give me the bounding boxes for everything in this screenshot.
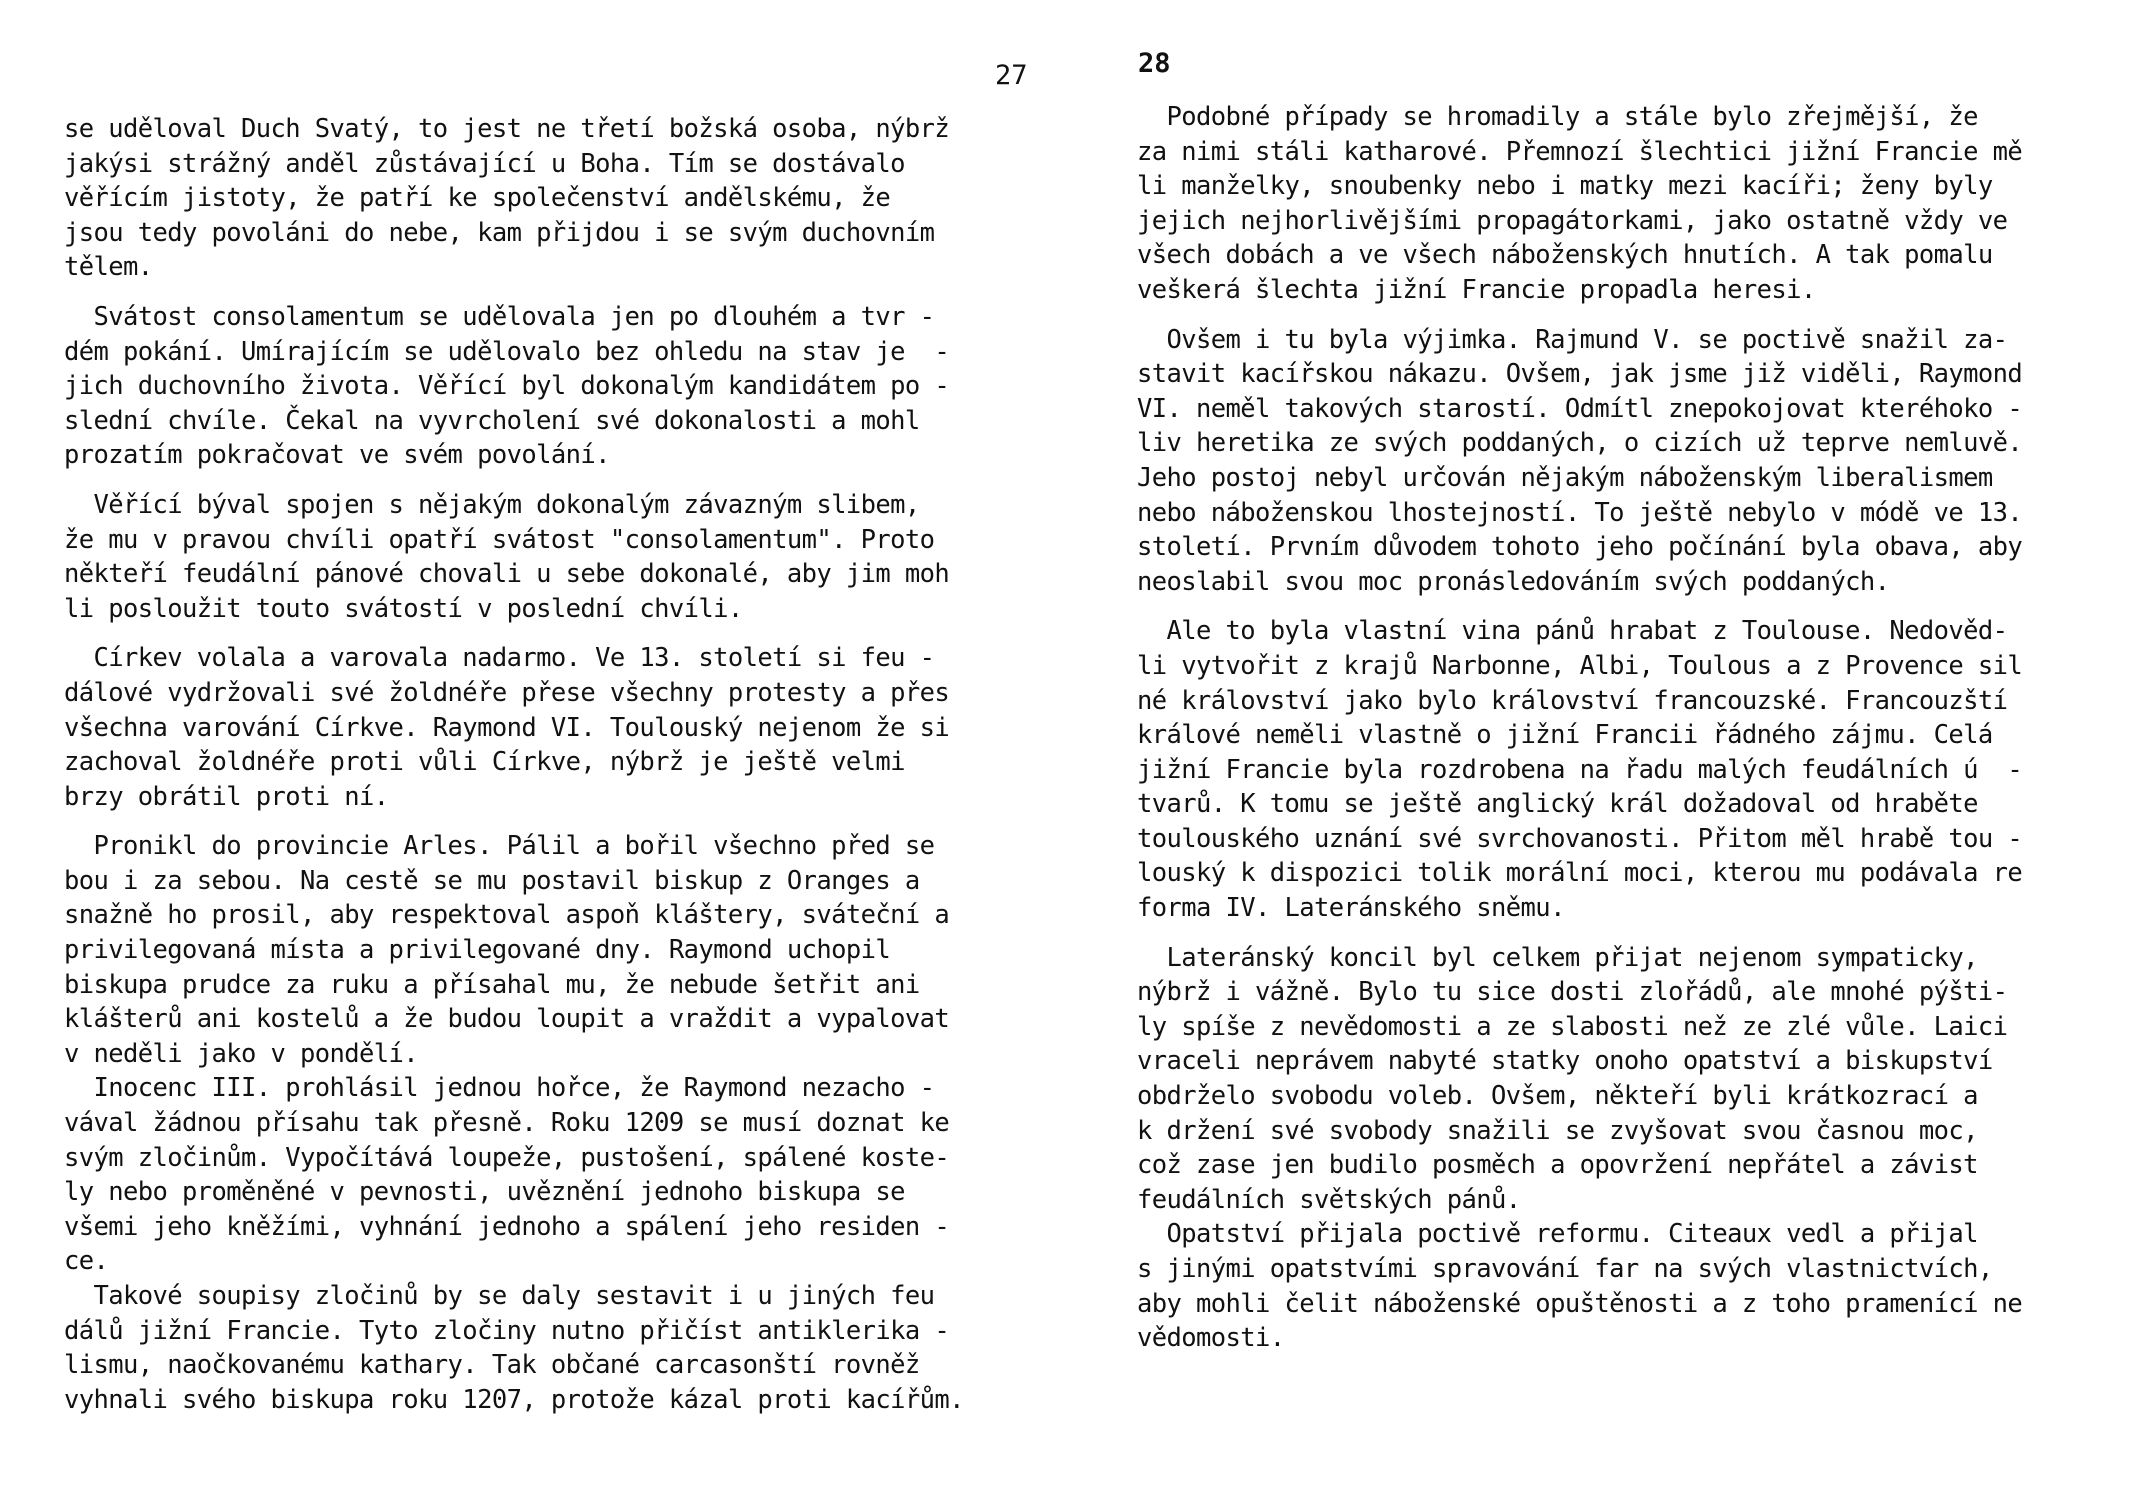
paragraph <box>64 641 1044 814</box>
text-line: lismu, naočkovanému kathary. Tak občané carcasonští rovněž <box>64 1350 920 1381</box>
paragraph <box>64 488 1044 626</box>
text-line: obdrželo svobodu voleb. Ovšem, někteří byli krátkozrací a <box>1137 1081 1978 1112</box>
paragraph <box>1137 941 2117 1218</box>
text-line: dálové vydržovali své žoldnéře přese všechny protesty a přes <box>64 677 950 708</box>
text-line: feudálních světských pánů. <box>1137 1184 1521 1215</box>
paragraph <box>1137 614 2117 925</box>
text-line: louský k dispozici tolik morální moci, kterou mu podávala re <box>1137 858 2023 889</box>
text-line: věřícím jistoty, že patří ke společenství andělskému, že <box>64 183 891 214</box>
text-line: li vytvořit z krajů Narbonne, Albi, Toulous a z Provence sil <box>1137 650 2023 681</box>
text-line: za nimi stáli katharové. Přemnozí šlechtici jižní Francie mě <box>1137 136 2023 167</box>
text-line: Věřící býval spojen s nějakým dokonalým závazným slibem, <box>64 489 920 520</box>
text-line: Opatství přijala poctivě reformu. Citeaux vedl a přijal <box>1137 1219 1978 1250</box>
text-line: ly nebo proměněné v pevnosti, uvěznění jednoho biskupa se <box>64 1177 905 1208</box>
paragraph <box>1137 1217 2117 1355</box>
text-line: li manželky, snoubenky nebo i matky mezi kacíři; ženy byly <box>1137 171 1993 202</box>
text-line: dálů jižní Francie. Tyto zločiny nutno přičíst antiklerika - <box>64 1315 950 1346</box>
text-line: Podobné případy se hromadily a stále bylo zřejmější, že <box>1137 102 1978 132</box>
text-line: toulouského uznání své svrchovanosti. Přitom měl hrabě tou - <box>1137 823 2023 854</box>
text-line: jejich nejhorlivějšími propagátorkami, jako ostatně vždy ve <box>1137 205 2008 236</box>
text-line: Ale to byla vlastní vina pánů hrabat z Toulouse. Nedověd- <box>1137 616 2008 647</box>
paragraph <box>1137 100 2117 308</box>
text-line: brzy obrátil proti ní. <box>64 781 389 812</box>
text-line: veškerá šlechta jižní Francie propadla heresi. <box>1137 274 1816 305</box>
text-line: ly spíše z nevědomosti a ze slabosti než ze zlé vůle. Laici <box>1137 1011 2008 1042</box>
text-line: li posloužit touto svátostí v poslední chvíli. <box>64 593 743 624</box>
text-line: všech dobách a ve všech náboženských hnutích. A tak pomalu <box>1137 240 1993 271</box>
text-line: králové neměli vlastně o jižní Francii řádného zájmu. Celá <box>1137 720 1993 751</box>
text-line: Pronikl do provincie Arles. Pálil a bořil všechno před se <box>64 831 935 862</box>
paragraph <box>64 829 1044 1071</box>
page-number: 27 <box>995 60 1028 91</box>
text-line: vraceli neprávem nabyté statky onoho opatství a biskupství <box>1137 1046 1993 1077</box>
text-line: Ovšem i tu byla výjimka. Rajmund V. se poctivě snažil za- <box>1137 324 2008 355</box>
text-line: Inocenc III. prohlásil jednou hořce, že Raymond nezacho - <box>64 1073 935 1104</box>
text-line: snažně ho prosil, aby respektoval aspoň kláštery, sváteční a <box>64 900 950 931</box>
text-line: liv heretika ze svých poddaných, o cizích už teprve nemluvě. <box>1137 428 2023 459</box>
text-line: stavit kacířskou nákazu. Ovšem, jak jsme již viděli, Raymond <box>1137 359 2023 390</box>
text-line: nebo náboženskou lhostejností. To ještě nebylo v módě ve 13. <box>1137 497 2023 528</box>
text-line: vával žádnou přísahu tak přesně. Roku 1209 se musí doznat ke <box>64 1108 950 1139</box>
paragraph <box>64 1279 1044 1417</box>
paragraph <box>64 1071 1044 1279</box>
text-line: někteří feudální pánové chovali u sebe dokonalé, aby jim moh <box>64 559 950 590</box>
text-line: vyhnali svého biskupa roku 1207, protože kázal proti kacířům. <box>64 1384 964 1415</box>
text-line: jižní Francie byla rozdrobena na řadu malých feudálních ú - <box>1137 754 2023 785</box>
text-line: biskupa prudce za ruku a přísahal mu, že nebude šetřit ani <box>64 969 920 1000</box>
right-page <box>1065 0 2130 1500</box>
paragraph <box>64 112 1044 285</box>
text-line: slední chvíle. Čekal na vyvrcholení své dokonalosti a mohl <box>64 405 920 436</box>
paragraph <box>1137 323 2117 600</box>
text-line: vědomosti. <box>1137 1323 1285 1354</box>
text-line: tělem. <box>64 252 153 283</box>
text-line: prozatím pokračovat ve svém povolání. <box>64 440 610 471</box>
text-line: aby mohli čelit náboženské opuštěnosti a z toho pramenící ne <box>1137 1288 2023 1319</box>
text-line: tvarů. K tomu se ještě anglický král dožadoval od hraběte <box>1137 789 1978 820</box>
text-line: se uděloval Duch Svatý, to jest ne třetí božská osoba, nýbrž <box>64 114 950 144</box>
paragraph <box>64 300 1044 473</box>
right-page-text <box>1137 100 2117 1356</box>
text-line: což zase jen budilo posměch a opovržení nepřátel a závist <box>1137 1150 1978 1181</box>
text-line: Jeho postoj nebyl určován nějakým náboženským liberalismem <box>1137 462 1993 493</box>
text-line: k držení své svobody snažili se zvyšovat svou časnou moc, <box>1137 1115 1978 1146</box>
text-line: svým zločinům. Vypočítává loupeže, pustošení, spálené koste- <box>64 1142 950 1173</box>
page-number: 28 <box>1138 48 1171 79</box>
text-line: dém pokání. Umírajícím se udělovalo bez ohledu na stav je - <box>64 336 950 367</box>
text-line: VI. neměl takových starostí. Odmítl znepokojovat kteréhoko - <box>1137 393 2023 424</box>
text-line: nýbrž i vážně. Bylo tu sice dosti zlořádů, ale mnohé pýšti- <box>1137 977 2008 1008</box>
text-line: zachoval žoldnéře proti vůli Církve, nýbrž je ještě velmi <box>64 747 905 778</box>
text-line: Takové soupisy zločinů by se daly sestavit i u jiných feu <box>64 1281 935 1311</box>
text-line: všemi jeho kněžími, vyhnání jednoho a spálení jeho residen - <box>64 1211 950 1242</box>
text-line: Církev volala a varovala nadarmo. Ve 13. století si feu - <box>64 643 935 674</box>
text-line: století. Prvním důvodem tohoto jeho počínání byla obava, aby <box>1137 532 2023 563</box>
text-line: jsou tedy povoláni do nebe, kam přijdou i se svým duchovním <box>64 217 935 248</box>
text-line: forma IV. Lateránského sněmu. <box>1137 893 1565 924</box>
text-line: klášterů ani kostelů a že budou loupit a vraždit a vypalovat <box>64 1004 950 1035</box>
text-line: privilegovaná místa a privilegované dny. Raymond uchopil <box>64 935 891 966</box>
text-line: Lateránský koncil byl celkem přijat nejenom sympaticky, <box>1137 942 1978 973</box>
text-line: neoslabil svou moc pronásledováním svých poddaných. <box>1137 566 1890 597</box>
text-line: né království jako bylo království francouzské. Francouzští <box>1137 685 2008 716</box>
text-line: bou i za sebou. Na cestě se mu postavil biskup z Oranges a <box>64 865 920 896</box>
left-page-text <box>64 112 1044 1417</box>
text-line: že mu v pravou chvíli opatří svátost "consolamentum". Proto <box>64 524 935 555</box>
text-line: s jinými opatstvími spravování far na svých vlastnictvích, <box>1137 1254 1993 1284</box>
text-line: Svátost consolamentum se udělovala jen po dlouhém a tvr - <box>64 301 935 332</box>
text-line: jich duchovního života. Věřící byl dokonalým kandidátem po - <box>64 371 950 402</box>
text-line: v neděli jako v pondělí. <box>64 1038 419 1069</box>
text-line: všechna varování Církve. Raymond VI. Toulouský nejenom že si <box>64 712 950 743</box>
text-line: ce. <box>64 1246 109 1277</box>
text-line: jakýsi strážný anděl zůstávající u Boha. Tím se dostávalo <box>64 148 905 179</box>
